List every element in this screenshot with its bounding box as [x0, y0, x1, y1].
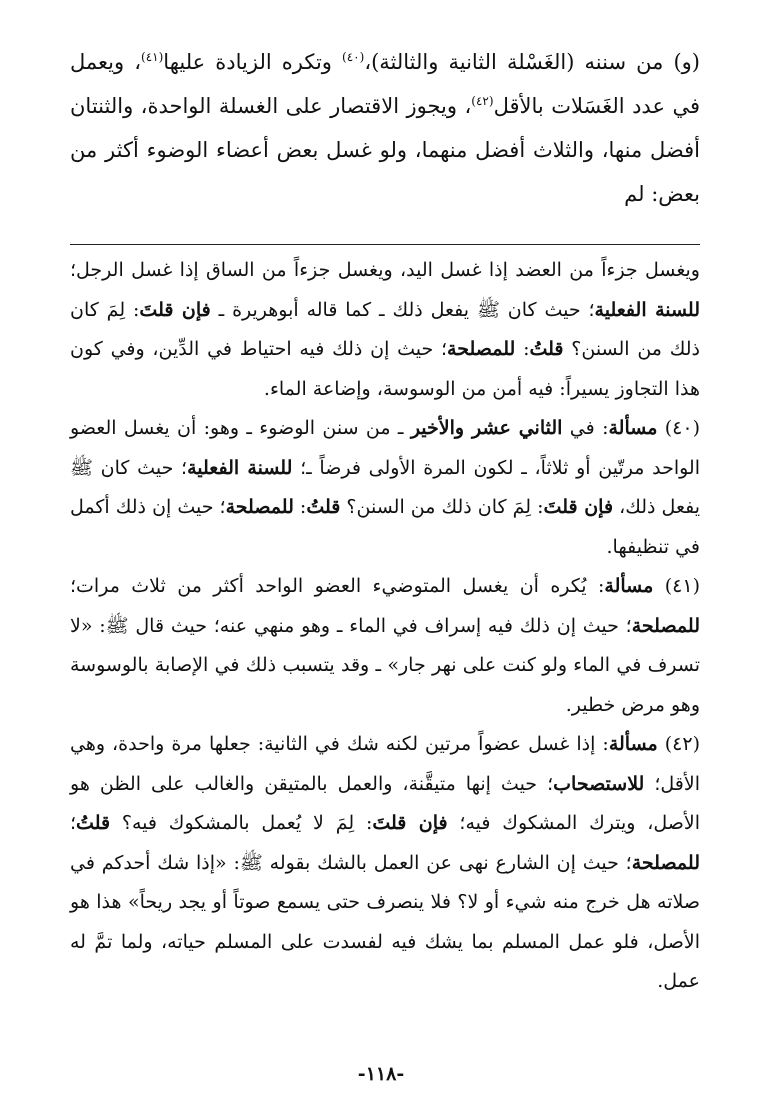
- note-bold: للمصلحة: [631, 851, 700, 874]
- note-text: : لِمَ كان ذلك من السنن؟: [340, 496, 544, 518]
- note-text: : يُكره أن يغسل المتوضيء العضو الواحد أكثر من ثلاث مرات؛: [70, 575, 605, 597]
- note-text: :: [515, 338, 530, 360]
- note-bold: قلتُ: [529, 338, 564, 360]
- footnote-number: (٤٠): [657, 417, 701, 439]
- note-text: ـ من سنن الوضوء ـ وهو: أن يغسل العضو الواحد مرتّين أو ثلاثاً، ـ لكون المرة الأولى فرضاً ـ؛: [70, 417, 701, 479]
- note-text: ؛ حيث إن ذلك فيه إسراف في الماء ـ وهو منهي عنه؛ حيث قال ﷺ: «لا تسرف في الماء ولو كنت على نهر جار» ـ وقد يتسبب ذلك في الإصابة بالوسوسة وهو مرض خطير.: [70, 614, 700, 716]
- note-bold: للسنة الفعلية: [594, 298, 701, 321]
- footnote-42: [70, 725, 700, 1002]
- main-text-part: ، ويجوز الاقتصار على الغسلة الواحدة، والثنتان أفضل منها، والثلاث أفضل منهما، ولو غسل بعض أعضاء الوضوء أكثر من بعض: لم: [70, 94, 700, 206]
- note-bold: فإن قلتَ: [372, 812, 448, 834]
- main-text-part: (و) من سننه (الغَسْلة الثانية والثالثة)،: [364, 50, 701, 74]
- note-bold: للمصلحة: [631, 614, 700, 637]
- note-bold: للاستصحاب: [553, 772, 645, 795]
- note-text: ؛ حيث إنها متيقَّنة، والعمل بالمتيقن والغالب على الظن هو الأصل، ويترك المشكوك فيه؛: [70, 772, 701, 834]
- note-bold: قلتُ: [306, 496, 341, 518]
- note-bold: للسنة الفعلية: [187, 456, 293, 479]
- note-text: ؛ حيث إن ذلك فيه احتياط في الدِّين، وفي كون هذا التجاوز يسيراً: فيه أمن من الوسوسة، وإضاعة الماء.: [70, 338, 700, 400]
- note-bold: قلتُ: [76, 812, 111, 834]
- note-text: ويغسل جزءاً من العضد إذا غسل اليد، ويغسل جزءاً من الساق إذا غسل الرجل؛: [70, 259, 700, 281]
- note-bold: فإن قلتَ: [139, 298, 211, 321]
- footnote-41: [70, 567, 700, 725]
- note-text: ؛: [70, 812, 77, 834]
- note-text: : لِمَ لا يُعمل بالمشكوك فيه؟: [110, 812, 373, 834]
- note-bold: مسألة: [608, 733, 658, 755]
- note-bold: للمصلحة: [225, 496, 294, 518]
- footnote-marker: (٤١): [141, 50, 164, 64]
- footnote-40: [70, 409, 700, 567]
- document-page: [70, 40, 700, 1060]
- main-text-part: ، ويعمل في عدد الغَسَلات بالأقل: [70, 50, 700, 118]
- note-text: ؛ حيث إن الشارع نهى عن العمل بالشك بقوله ﷺ: «إذا شك أحدكم في صلاته هل خرج منه شيء أو لا؟ فلا ينصرف حتى يسمع صوتاً أو يجد ريحاً» هذا هو الأصل، فلو عمل المسلم بما يشك فيه لفسدت على المسلم حياته، ولما تمَّ له عمل.: [70, 851, 700, 992]
- note-bold: للمصلحة: [447, 338, 516, 360]
- note-text: ؛ حيث إن ذلك أكمل في تنظيفها.: [70, 496, 700, 558]
- footnote-number: (٤١): [653, 575, 700, 597]
- note-bold: الثاني عشر والأخير: [410, 417, 563, 439]
- note-bold: مسألة: [608, 417, 658, 439]
- main-paragraph: [70, 40, 700, 216]
- note-text: : إذا غسل عضواً مرتين لكنه شك في الثانية: جعلها مرة واحدة، وهي الأقل؛: [70, 733, 701, 795]
- note-text: ؛ حيث كان ﷺ يفعل ذلك ـ كما قاله أبوهريرة ـ: [210, 298, 595, 321]
- note-bold: مسألة: [604, 575, 654, 597]
- note-text: :: [293, 496, 307, 518]
- page-number: -١١٨-: [357, 1063, 405, 1085]
- footnote-separator: [70, 244, 700, 245]
- footnote-number: (٤٢): [657, 733, 700, 755]
- footnote-continuation: [70, 251, 700, 409]
- footnote-marker: (٤٠): [342, 50, 365, 64]
- footnotes: [70, 251, 700, 1002]
- note-text: : في: [562, 417, 609, 439]
- note-text: : لِمَ كان ذلك من السنن؟: [70, 298, 700, 360]
- note-bold: فإن قلتَ: [543, 496, 614, 518]
- footnote-marker: (٤٢): [471, 94, 494, 108]
- note-text: ؛ حيث كان ﷺ يفعل ذلك،: [70, 456, 701, 518]
- main-text-part: وتكره الزيادة عليها: [163, 50, 343, 74]
